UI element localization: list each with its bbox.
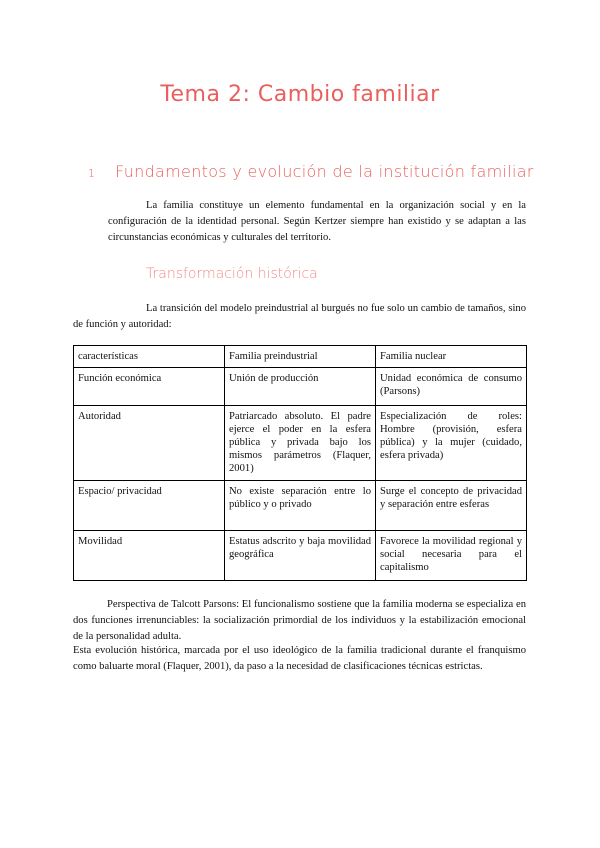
table-cell: Movilidad xyxy=(74,531,225,581)
section-number: 1 xyxy=(88,167,95,180)
table-header-row xyxy=(74,346,527,368)
table-cell: Especialización de roles: Hombre (provisión, esfera pública) y la mujer (cuidado, esfera privada) xyxy=(376,406,527,481)
section-title: Fundamentos y evolución de la institución familiar xyxy=(115,162,534,181)
table-cell: Favorece la movilidad regional y social necesaria para el capitalismo xyxy=(376,531,527,581)
table-header-cell: Familia nuclear xyxy=(376,346,527,368)
intro-paragraph: La familia constituye un elemento fundamental en la organización social y en la configuración de la identidad personal. Según Kertzer siempre han existido y se adaptan a las circunstancias económicas y culturales del territorio. xyxy=(108,200,526,243)
table-cell: Estatus adscrito y baja movilidad geográfica xyxy=(225,531,376,581)
table-cell: Autoridad xyxy=(74,406,225,481)
page-title: Tema 2: Cambio familiar xyxy=(160,82,440,107)
table-row xyxy=(74,481,527,531)
table-cell: No existe separación entre lo público y o privado xyxy=(225,481,376,531)
comparison-table xyxy=(73,345,527,581)
table-header-cell: Familia preindustrial xyxy=(225,346,376,368)
transition-paragraph: La transición del modelo preindustrial al burgués no fue solo un cambio de tamaños, sino de función y autoridad: xyxy=(73,303,526,330)
conclusion-paragraph: Esta evolución histórica, marcada por el uso ideológico de la familia tradicional durante el franquismo como baluarte moral (Flaquer, 2001), da paso a la necesidad de clasificaciones técnicas estrictas. xyxy=(73,645,526,672)
table-row xyxy=(74,406,527,481)
table-cell: Función económica xyxy=(74,368,225,406)
table-cell: Espacio/ privacidad xyxy=(74,481,225,531)
subsection-title: Transformación histórica xyxy=(146,266,318,282)
table-cell: Patriarcado absoluto. El padre ejerce el poder en la esfera pública y privada bajo los mismos parámetros (Flaquer, 2001) xyxy=(225,406,376,481)
table-row xyxy=(74,368,527,406)
table-row xyxy=(74,531,527,581)
section-heading xyxy=(88,162,568,181)
parsons-paragraph: Perspectiva de Talcott Parsons: El funcionalismo sostiene que la familia moderna se especializa en dos funciones irrenunciables: la socialización primordial de los individuos y la estabilización emocional de la personalidad adulta. xyxy=(73,599,526,642)
table-header-cell: características xyxy=(74,346,225,368)
table-cell: Unidad económica de consumo (Parsons) xyxy=(376,368,527,406)
table-cell: Unión de producción xyxy=(225,368,376,406)
table-cell: Surge el concepto de privacidad y separación entre esferas xyxy=(376,481,527,531)
